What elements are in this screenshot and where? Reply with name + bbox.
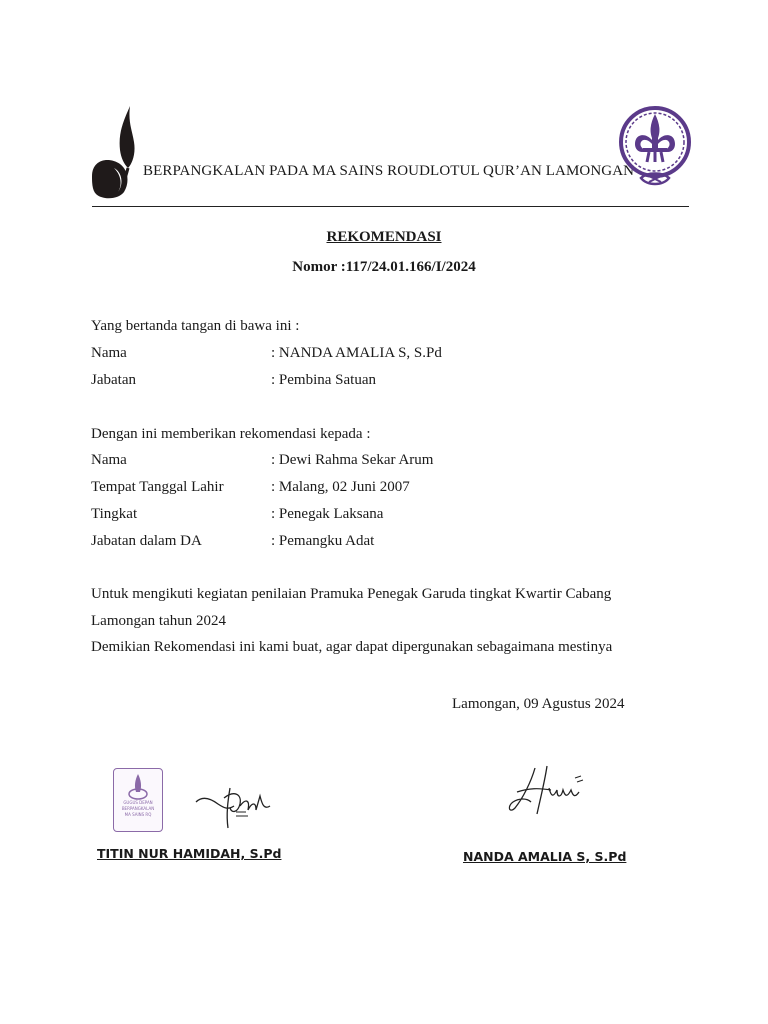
field-label: Jabatan bbox=[91, 372, 136, 388]
document-title: REKOMENDASI bbox=[326, 229, 442, 245]
field-label: Tingkat bbox=[91, 506, 138, 522]
institution-header-line: BERPANGKALAN PADA MA SAINS ROUDLOTUL QUR’AN LAMONGAN bbox=[143, 163, 635, 179]
field-value: : Pembina Satuan bbox=[271, 372, 376, 388]
signatory-intro: Yang bertanda tangan di bawa ini : bbox=[91, 318, 300, 334]
field-value: : Dewi Rahma Sekar Arum bbox=[271, 452, 434, 468]
purpose-line-1: Untuk mengikuti kegiatan penilaian Pramuka Penegak Garuda tingkat Kwartir Cabang bbox=[91, 586, 612, 602]
field-value: : Penegak Laksana bbox=[271, 506, 384, 522]
header-divider bbox=[92, 206, 689, 207]
purpose-line-2: Lamongan tahun 2024 bbox=[91, 613, 226, 629]
closing-statement: Demikian Rekomendasi ini kami buat, agar dapat dipergunakan sebagaimana mestinya bbox=[91, 639, 613, 655]
stamp-text-2: BERPANGKALAN bbox=[121, 806, 155, 811]
left-signatory-name: TITIN NUR HAMIDAH, S.Pd bbox=[97, 846, 282, 861]
recipient-intro: Dengan ini memberikan rekomendasi kepada : bbox=[91, 426, 371, 442]
stamp-text-3: MA SAINS RQ bbox=[124, 812, 152, 817]
stamp-emblem-icon bbox=[115, 772, 161, 800]
tunas-kelapa-logo-icon bbox=[88, 102, 144, 202]
organization-stamp bbox=[113, 768, 163, 832]
field-label: Tempat Tanggal Lahir bbox=[91, 479, 224, 495]
field-label: Nama bbox=[91, 345, 127, 361]
document-number: Nomor :117/24.01.166/I/2024 bbox=[292, 259, 476, 275]
field-value: : NANDA AMALIA S, S.Pd bbox=[271, 345, 442, 361]
place-and-date: Lamongan, 09 Agustus 2024 bbox=[452, 696, 625, 712]
field-label: Jabatan dalam DA bbox=[91, 533, 202, 549]
field-value: : Malang, 02 Juni 2007 bbox=[271, 479, 410, 495]
scout-fleur-de-lis-logo-icon bbox=[617, 102, 693, 194]
left-signature-scribble bbox=[190, 780, 282, 836]
field-value: : Pemangku Adat bbox=[271, 533, 375, 549]
stamp-text-1: GUGUS DEPAN bbox=[123, 800, 153, 805]
right-signatory-name: NANDA AMALIA S, S.Pd bbox=[463, 849, 627, 864]
right-signature-scribble bbox=[505, 762, 595, 824]
field-label: Nama bbox=[91, 452, 127, 468]
